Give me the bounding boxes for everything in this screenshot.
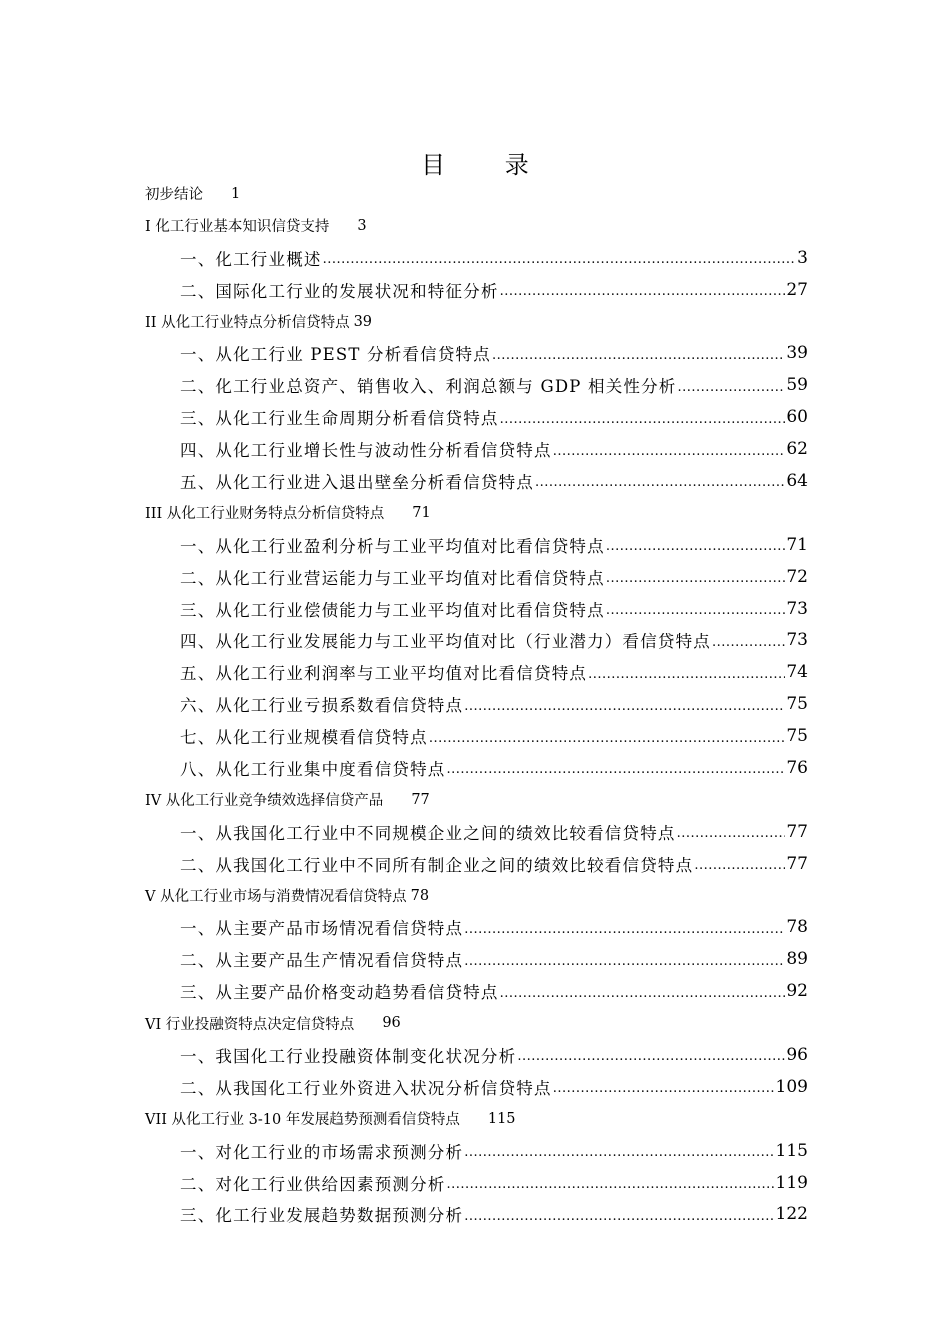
toc-entry-title: 一、对化工行业的市场需求预测分析 <box>180 1142 464 1162</box>
toc-entry-title: III 从化工行业财务特点分析信贷特点 <box>145 506 385 523</box>
toc-page-number: 39 <box>353 313 373 330</box>
toc-entry-title: 三、从化工行业生命周期分析看信贷特点 <box>180 409 499 429</box>
toc-subsection-entry[interactable] <box>145 975 808 1007</box>
toc-leader-dots <box>500 413 786 426</box>
toc-subsection-entry[interactable] <box>145 242 808 274</box>
toc-leader-dots <box>606 604 786 617</box>
toc-leader-dots <box>464 700 785 713</box>
toc-page-number: 76 <box>786 757 808 778</box>
toc-section-entry[interactable] <box>145 210 808 242</box>
toc-subsection-entry[interactable] <box>145 465 808 497</box>
toc-entry-title: 一、从我国化工行业中不同规模企业之间的绩效比较看信贷特点 <box>180 823 676 843</box>
toc-leader-dots <box>677 827 786 840</box>
toc-page-number: 115 <box>487 1110 516 1127</box>
toc-section-entry[interactable] <box>145 880 808 912</box>
toc-page-number: 3 <box>797 247 808 268</box>
toc-entry-title: 一、化工行业概述 <box>180 249 322 269</box>
toc-leader-dots <box>447 763 786 776</box>
toc-entry-title: 五、从化工行业利润率与工业平均值对比看信贷特点 <box>180 664 588 684</box>
toc-page-number: 96 <box>382 1015 401 1032</box>
toc-page-number: 77 <box>411 791 430 808</box>
toc-leader-dots <box>606 540 786 553</box>
toc-subsection-entry[interactable] <box>145 1135 808 1167</box>
toc-page-number: 62 <box>786 439 808 460</box>
toc-page-number: 73 <box>786 630 808 651</box>
toc-entry-title: 一、我国化工行业投融资体制变化状况分析 <box>180 1046 517 1066</box>
toc-subsection-entry[interactable] <box>145 688 808 720</box>
toc-leader-dots <box>464 1210 774 1223</box>
toc-entry-title: 三、从主要产品价格变动趋势看信贷特点 <box>180 983 499 1003</box>
toc-page-number: 78 <box>410 887 430 904</box>
toc-page-number: 96 <box>786 1044 808 1065</box>
toc-leader-dots <box>606 572 786 585</box>
toc-page-number: 78 <box>786 917 808 938</box>
toc-subsection-entry[interactable] <box>145 433 808 465</box>
toc-subsection-entry[interactable] <box>145 1167 808 1199</box>
toc-leader-dots <box>447 1178 775 1191</box>
table-of-contents <box>145 178 808 1230</box>
toc-leader-dots <box>464 923 785 936</box>
toc-subsection-entry[interactable] <box>145 848 808 880</box>
toc-page-number: 75 <box>786 694 808 715</box>
toc-subsection-entry[interactable] <box>145 529 808 561</box>
toc-section-entry[interactable] <box>145 306 808 338</box>
toc-page-number: 60 <box>786 407 808 428</box>
toc-entry-title: 一、从化工行业盈利分析与工业平均值对比看信贷特点 <box>180 536 605 556</box>
toc-entry-title: VI 行业投融资特点决定信贷特点 <box>145 1016 355 1033</box>
toc-entry-title: VII 从化工行业 3-10 年发展趋势预测看信贷特点 <box>145 1112 460 1129</box>
toc-leader-dots <box>553 445 786 458</box>
toc-entry-title: 五、从化工行业进入退出壁垒分析看信贷特点 <box>180 472 534 492</box>
toc-section-entry[interactable] <box>145 1103 808 1135</box>
toc-subsection-entry[interactable] <box>145 720 808 752</box>
toc-entry-title: 三、从化工行业偿债能力与工业平均值对比看信贷特点 <box>180 600 605 620</box>
toc-leader-dots <box>553 1082 775 1095</box>
toc-page-number: 73 <box>786 598 808 619</box>
toc-entry-title: 一、从主要产品市场情况看信贷特点 <box>180 919 464 939</box>
toc-section-entry[interactable] <box>145 784 808 816</box>
toc-leader-dots <box>323 253 797 266</box>
toc-leader-dots <box>464 955 785 968</box>
toc-section-entry[interactable] <box>145 1007 808 1039</box>
toc-leader-dots <box>694 859 785 872</box>
toc-entry-title: I 化工行业基本知识信贷支持 <box>145 219 330 236</box>
toc-entry-title: 二、对化工行业供给因素预测分析 <box>180 1174 446 1194</box>
toc-entry-title: 二、从我国化工行业外资进入状况分析信贷特点 <box>180 1078 552 1098</box>
toc-page-number: 77 <box>786 853 808 874</box>
toc-entry-title: 七、从化工行业规模看信贷特点 <box>180 728 428 748</box>
toc-leader-dots <box>517 1050 785 1063</box>
toc-page-number: 92 <box>786 981 808 1002</box>
toc-page-number: 109 <box>775 1076 808 1097</box>
toc-entry-title: 二、从主要产品生产情况看信贷特点 <box>180 951 464 971</box>
toc-subsection-entry[interactable] <box>145 943 808 975</box>
toc-subsection-entry[interactable] <box>145 752 808 784</box>
toc-page-number: 64 <box>786 470 808 491</box>
toc-subsection-entry[interactable] <box>145 1039 808 1071</box>
toc-subsection-entry[interactable] <box>145 561 808 593</box>
toc-page-number: 27 <box>786 279 808 300</box>
toc-page-number: 3 <box>357 217 367 234</box>
page-title: 目 录 <box>421 151 555 179</box>
toc-leader-dots <box>492 349 785 362</box>
toc-leader-dots <box>712 636 785 649</box>
toc-page-number: 1 <box>231 185 241 202</box>
toc-entry-title: 初步结论 <box>145 187 203 204</box>
toc-page-number: 115 <box>775 1140 808 1161</box>
toc-leader-dots <box>500 987 786 1000</box>
toc-page-number: 74 <box>786 662 808 683</box>
toc-subsection-entry[interactable] <box>145 816 808 848</box>
toc-leader-dots <box>464 1146 774 1159</box>
toc-leader-dots <box>535 476 785 489</box>
toc-entry-title: 四、从化工行业增长性与波动性分析看信贷特点 <box>180 441 552 461</box>
toc-subsection-entry[interactable] <box>145 274 808 306</box>
toc-leader-dots <box>500 285 786 298</box>
toc-page-number: 71 <box>786 534 808 555</box>
toc-page-number: 119 <box>775 1172 808 1193</box>
toc-entry-title: IV 从化工行业竞争绩效选择信贷产品 <box>145 793 384 810</box>
toc-page-number: 75 <box>786 726 808 747</box>
toc-leader-dots <box>588 668 785 681</box>
toc-subsection-entry[interactable] <box>145 593 808 625</box>
toc-page-number: 71 <box>412 504 431 521</box>
toc-section-entry[interactable] <box>145 178 808 210</box>
toc-page-number: 89 <box>786 949 808 970</box>
toc-subsection-entry[interactable] <box>145 337 808 369</box>
toc-entry-title: 三、化工行业发展趋势数据预测分析 <box>180 1206 464 1226</box>
toc-subsection-entry[interactable] <box>145 656 808 688</box>
toc-entry-title: II 从化工行业特点分析信贷特点 <box>145 315 350 331</box>
toc-subsection-entry[interactable] <box>145 401 808 433</box>
toc-leader-dots <box>678 381 786 394</box>
toc-entry-title: 六、从化工行业亏损系数看信贷特点 <box>180 696 464 716</box>
toc-page-number: 39 <box>786 343 808 364</box>
toc-entry-title: 八、从化工行业集中度看信贷特点 <box>180 759 446 779</box>
toc-entry-title: 二、从我国化工行业中不同所有制企业之间的绩效比较看信贷特点 <box>180 855 694 875</box>
toc-page-number: 122 <box>775 1204 808 1225</box>
toc-entry-title: 二、从化工行业营运能力与工业平均值对比看信贷特点 <box>180 568 605 588</box>
toc-entry-title: 一、从化工行业 PEST 分析看信贷特点 <box>180 345 491 365</box>
toc-page-number: 59 <box>786 375 808 396</box>
toc-entry-title: 二、化工行业总资产、销售收入、利润总额与 GDP 相关性分析 <box>180 377 677 397</box>
toc-entry-title: 二、国际化工行业的发展状况和特征分析 <box>180 281 499 301</box>
toc-subsection-entry[interactable] <box>145 911 808 943</box>
toc-subsection-entry[interactable] <box>145 369 808 401</box>
toc-page-number: 72 <box>786 566 808 587</box>
toc-entry-title: V 从化工行业市场与消费情况看信贷特点 <box>145 889 407 906</box>
toc-subsection-entry[interactable] <box>145 1199 808 1231</box>
toc-subsection-entry[interactable] <box>145 624 808 656</box>
toc-leader-dots <box>429 732 786 745</box>
toc-page-number: 77 <box>786 821 808 842</box>
toc-entry-title: 四、从化工行业发展能力与工业平均值对比（行业潜力）看信贷特点 <box>180 632 711 652</box>
toc-subsection-entry[interactable] <box>145 1071 808 1103</box>
toc-section-entry[interactable] <box>145 497 808 529</box>
